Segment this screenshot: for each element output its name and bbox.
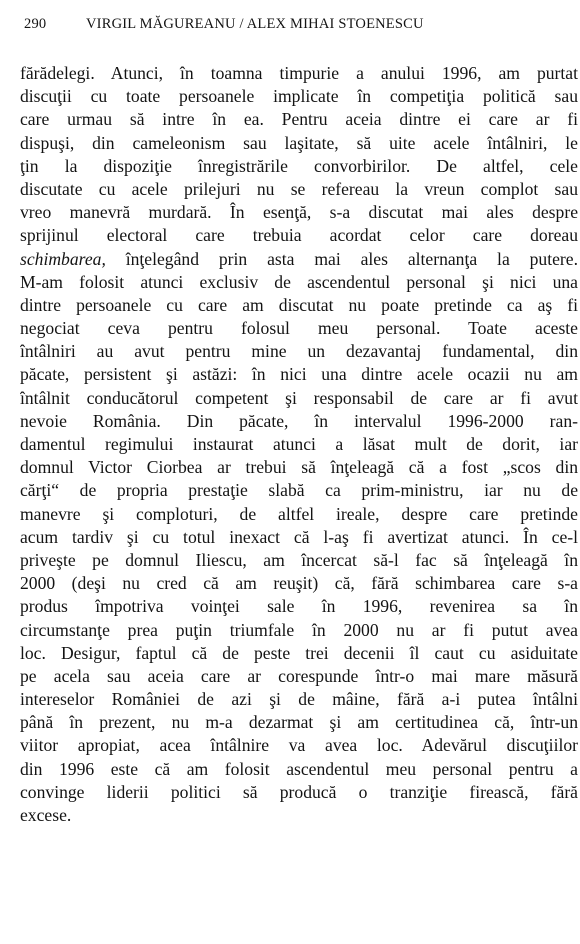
text-line: M-am folosit atunci exclusiv de ascendentul personal şi nici una — [20, 271, 578, 292]
text-line: viitor apropiat, acea întâlnire va avea loc. Adevărul discuţiilor — [20, 735, 578, 756]
text-line: 2000 (deşi nu cred că am reuşit) că, fără schimbarea care s-a — [20, 573, 578, 594]
page-header — [24, 16, 560, 40]
text-line — [20, 248, 578, 271]
running-head: VIRGIL MĂGUREANU / ALEX MIHAI STOENESCU — [86, 16, 424, 32]
text-line: întâlnit conducătorul competent şi responsabil de care ar fi avut — [20, 387, 578, 408]
text-line: vreo manevră murdară. În esenţă, s-a discutat mai ales despre — [20, 202, 578, 223]
text-line: negociat ceva pentru folosul meu personal. Toate aceste — [20, 318, 578, 339]
text-line: priveşte pe domnul Iliescu, am încercat să-l fac să înţeleagă în — [20, 549, 578, 570]
text-line: din 1996 este că am folosit ascendentul meu personal pentru a — [20, 758, 578, 779]
text-line: excese. — [20, 805, 72, 825]
text-line: manevre şi comploturi, de altfel ireale, despre care pretinde — [20, 503, 578, 524]
text-line: sprijinul electoral care trebuia acordat celor care doreau — [20, 225, 578, 246]
text-line: până în prezent, nu m-a dezarmat şi am certitudinea că, într-un — [20, 712, 578, 733]
body-paragraph — [20, 62, 578, 827]
italic-term: schimbarea, — [20, 248, 106, 269]
text-line: discutate cu acele prilejuri nu se refereau la vreun complot sau — [20, 178, 578, 199]
text-line: fărădelegi. Atunci, în toamna timpurie a anului 1996, am purtat — [20, 63, 578, 83]
line-rest: înţelegând prin asta mai ales alternanţa la putere. — [105, 248, 578, 269]
text-line: domnul Victor Ciorbea ar trebui să înţeleagă că a fost „scos din — [20, 457, 578, 478]
text-line: acum tardiv şi cu totul inexact că l-aş fi avertizat atunci. În ce-l — [20, 526, 578, 547]
page-number: 290 — [24, 16, 47, 32]
text-line: nevoie România. Din păcate, în intervalul 1996-2000 ran- — [20, 410, 578, 431]
text-line: ţin la dispoziţie înregistrările convorbirilor. De altfel, cele — [20, 155, 578, 176]
text-line: care urmau să intre în ea. Pentru aceia dintre ei care ar fi — [20, 109, 578, 130]
text-line: circumstanţe prea puţin triumfale în 2000 nu ar fi putut avea — [20, 619, 578, 640]
text-line: loc. Desigur, faptul că de peste trei decenii îl caut cu asiduitate — [20, 642, 578, 663]
text-line: pe acela sau aceia care ar corespunde într-o mai mare măsură — [20, 665, 578, 686]
text-line: dispuşi, din cameleonism sau laşitate, să uite acele întâlniri, le — [20, 132, 578, 153]
text-line: păcate, persistent şi astăzi: în nici una dintre acele ocazii nu am — [20, 364, 578, 385]
text-line: produs împotriva voinţei sale în 1996, revenirea sa în — [20, 596, 578, 617]
text-line: intereselor României de azi şi de mâine, fără a-i putea întâlni — [20, 689, 578, 710]
text-line: dintre persoanele cu care am discutat nu poate pretinde ca aş fi — [20, 294, 578, 315]
text-line: damentul regimului instaurat atunci a lăsat mult de dorit, iar — [20, 434, 578, 454]
text-line: cărţi“ de propria prestaţie slabă ca prim-ministru, iar nu de — [20, 480, 578, 501]
text-line: convinge liderii politici să producă o tranziţie firească, fără — [20, 781, 578, 802]
text-line: discuţii cu toate persoanele implicate în competiţia politică sau — [20, 86, 578, 107]
text-line: întâlniri au avut pentru mine un dezavantaj fundamental, din — [20, 341, 578, 362]
